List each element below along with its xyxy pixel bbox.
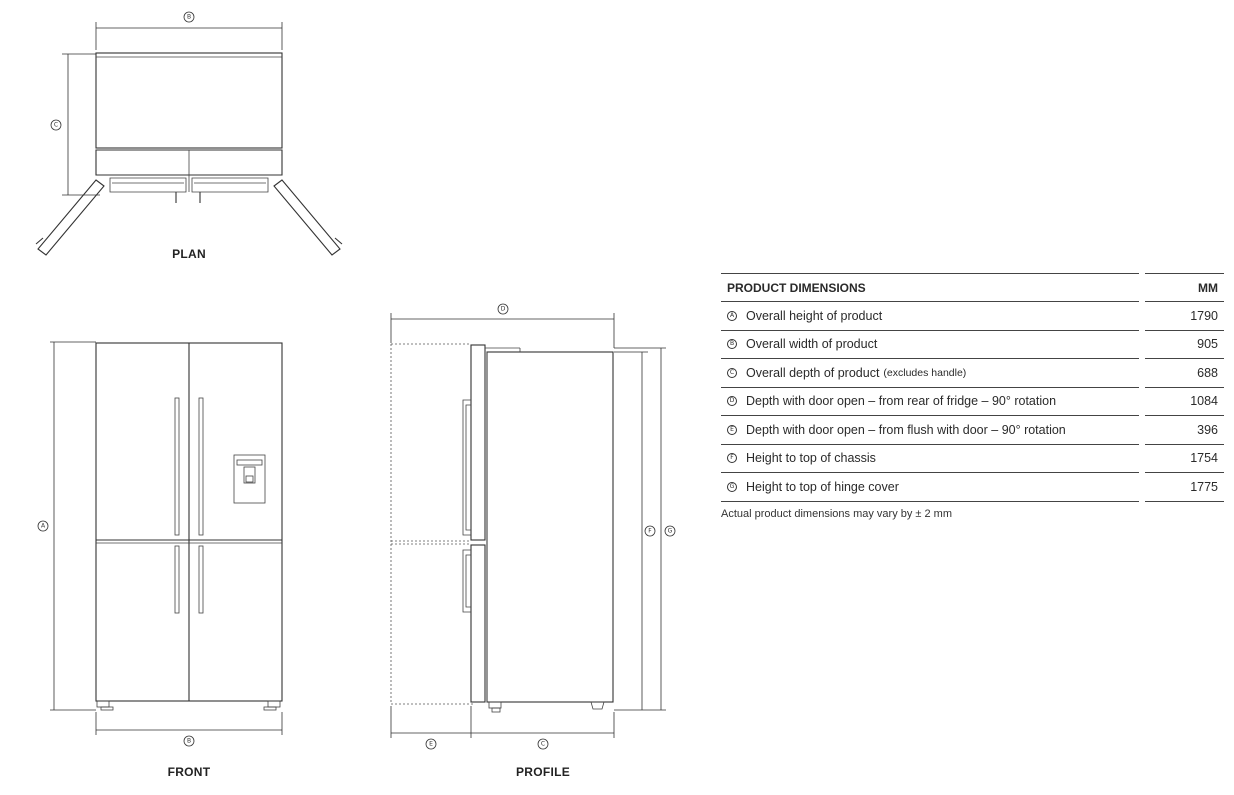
front-dimension-b — [96, 712, 282, 746]
profile-lower-door — [471, 545, 485, 702]
row-value: 1084 — [1190, 394, 1218, 409]
plan-right-open-door — [274, 180, 340, 255]
row-value: 905 — [1197, 337, 1218, 352]
profile-marker-c: C — [540, 740, 546, 748]
row-label: Overall width of product — [746, 337, 878, 352]
row-value: 1775 — [1190, 479, 1218, 494]
profile-label: PROFILE — [515, 765, 571, 779]
plan-left-open-door — [38, 180, 104, 255]
plan-marker-c: C — [53, 121, 59, 129]
profile-dimension-e — [391, 706, 471, 749]
front-view — [38, 342, 282, 779]
row-label: Depth with door open – from rear of fridge – 90° rotation — [746, 394, 1057, 409]
profile-dimension-c — [471, 712, 614, 749]
profile-view — [391, 304, 675, 779]
row-value: 396 — [1197, 422, 1218, 437]
front-dimension-a — [38, 342, 96, 710]
row-label: Overall depth of product — [746, 365, 880, 380]
marker-badge: F — [727, 453, 737, 463]
row-label: Overall height of product — [746, 308, 883, 323]
table-row — [721, 473, 1224, 502]
plan-dimension-c — [51, 54, 100, 195]
marker-badge: D — [727, 396, 737, 406]
marker-badge: C — [727, 368, 737, 378]
table-row — [721, 359, 1224, 388]
plan-label: PLAN — [172, 247, 206, 261]
row-value: 688 — [1197, 365, 1218, 380]
table-header-unit: MM — [1198, 280, 1218, 295]
plan-cabinet — [96, 53, 282, 148]
row-note: (excludes handle) — [883, 366, 967, 379]
plan-view — [36, 12, 342, 261]
table-header-row — [721, 273, 1224, 302]
front-marker-a: A — [40, 522, 46, 530]
row-label: Depth with door open – from flush with door – 90° rotation — [746, 422, 1066, 437]
table-row — [721, 331, 1224, 360]
plan-dimension-b — [96, 12, 282, 50]
table-row — [721, 302, 1224, 331]
profile-open-door-outline — [391, 344, 475, 704]
profile-marker-f: F — [648, 527, 652, 535]
footnote: Actual product dimensions may vary by ± 2 mm — [721, 508, 953, 520]
profile-cabinet — [487, 352, 613, 702]
row-label: Height to top of chassis — [746, 451, 876, 466]
row-label: Height to top of hinge cover — [746, 479, 899, 494]
profile-marker-g: G — [667, 527, 673, 535]
table-row — [721, 388, 1224, 417]
front-label: FRONT — [167, 765, 211, 779]
profile-dimension-f — [614, 352, 666, 710]
marker-badge: B — [727, 339, 737, 349]
table-header-label: PRODUCT DIMENSIONS — [727, 280, 866, 295]
product-dimensions-table — [721, 273, 1224, 502]
marker-badge: A — [727, 311, 737, 321]
row-value: 1754 — [1190, 451, 1218, 466]
table-row — [721, 416, 1224, 445]
plan-marker-b: B — [186, 13, 192, 21]
marker-badge: E — [727, 425, 737, 435]
profile-upper-door — [471, 345, 485, 540]
table-row — [721, 445, 1224, 474]
profile-marker-d: D — [500, 305, 506, 313]
marker-badge: G — [727, 482, 737, 492]
front-marker-b: B — [186, 737, 192, 745]
profile-dimension-d — [391, 304, 614, 348]
profile-marker-e: E — [429, 740, 433, 748]
row-value: 1790 — [1190, 308, 1218, 323]
profile-dimension-g — [614, 348, 675, 710]
